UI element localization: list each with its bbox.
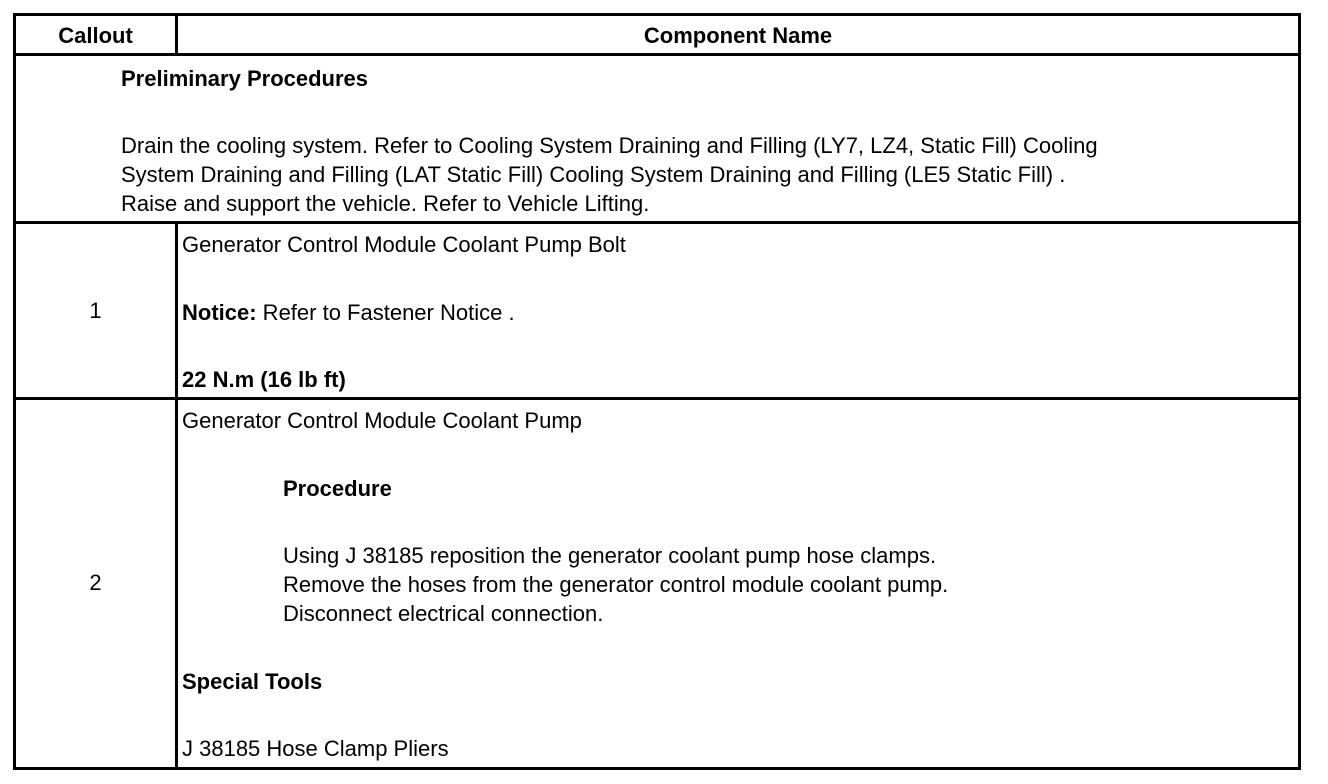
procedure-step: Using J 38185 reposition the generator coolant pump hose clamps.	[283, 543, 937, 568]
table-row	[16, 400, 1298, 767]
header-callout: Callout	[58, 23, 133, 48]
table-header-row	[16, 16, 1298, 56]
header-component-name: Component Name	[643, 23, 833, 48]
preliminary-procedures-row	[16, 56, 1298, 224]
procedure-step: Remove the hoses from the generator control module coolant pump.	[283, 572, 949, 597]
procedure-step: Disconnect electrical connection.	[283, 601, 604, 626]
column-divider	[175, 224, 178, 397]
special-tools-heading: Special Tools	[182, 669, 323, 694]
component-table	[13, 13, 1301, 770]
preliminary-line: Raise and support the vehicle. Refer to Vehicle Lifting.	[121, 191, 650, 216]
notice-text: Refer to Fastener Notice .	[256, 300, 515, 325]
table-row	[16, 224, 1298, 400]
preliminary-line: Drain the cooling system. Refer to Cooling System Draining and Filling (LY7, LZ4, Static Fill) Cooling	[121, 133, 1098, 158]
callout-number: 2	[89, 570, 102, 595]
preliminary-line: System Draining and Filling (LAT Static Fill) Cooling System Draining and Filling (LE5 Static Fill) .	[121, 162, 1066, 187]
procedure-heading: Procedure	[283, 476, 392, 501]
column-divider	[175, 400, 178, 767]
component-name: Generator Control Module Coolant Pump	[182, 408, 582, 433]
notice-label: Notice:	[182, 300, 257, 325]
special-tool-item: J 38185 Hose Clamp Pliers	[182, 736, 449, 761]
torque-spec: 22 N.m (16 lb ft)	[182, 367, 346, 392]
callout-number: 1	[89, 298, 102, 323]
component-name: Generator Control Module Coolant Pump Bolt	[182, 232, 626, 257]
preliminary-heading: Preliminary Procedures	[121, 66, 369, 91]
notice-line	[182, 298, 515, 327]
